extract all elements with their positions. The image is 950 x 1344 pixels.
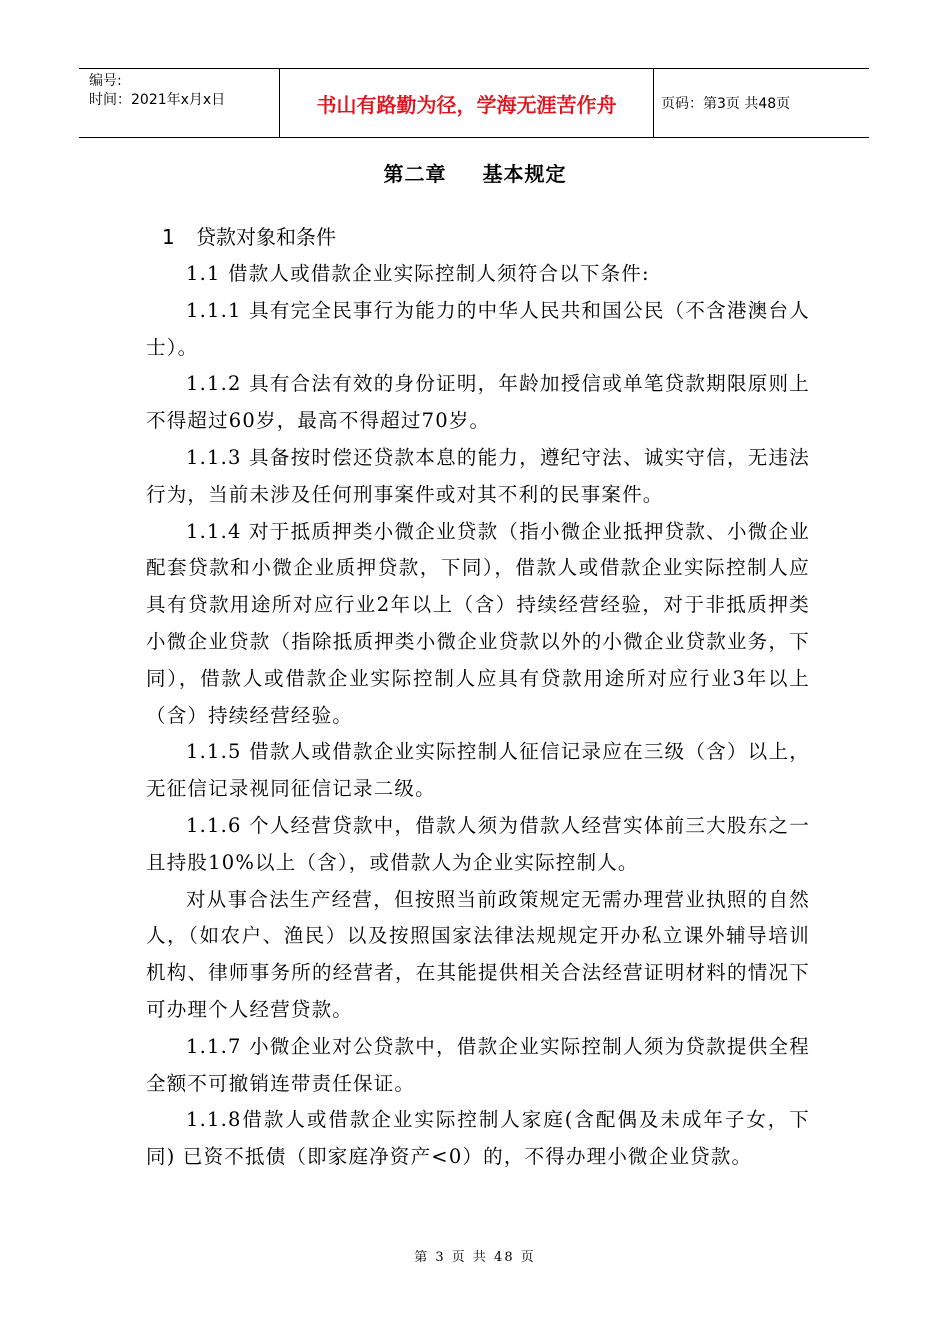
paragraph: 1.1.4 对于抵质押类小微企业贷款（指小微企业抵押贷款、小微企业配套贷款和小微企业质押贷款，下同），借款人或借款企业实际控制人应具有贷款用途所对应行业2年以上（含）持续经营经验，对于非抵质押类小微企业贷款（指除抵质押类小微企业贷款以外的小微企业贷款业务，下同），借款人或借款企业实际控制人应具有贷款用途所对应行业3年以上（含）持续经营经验。	[146, 519, 810, 727]
body-content	[146, 218, 810, 1176]
paragraph: 1.1.6 个人经营贷款中，借款人须为借款人经营实体前三大股东之一且持股10%以上（含），或借款人为企业实际控制人。	[146, 813, 810, 874]
paragraph: 1.1.7 小微企业对公贷款中，借款企业实际控制人须为贷款提供全程全额不可撤销连带责任保证。	[146, 1034, 810, 1095]
number-label: 编号:	[89, 73, 122, 89]
document-header	[79, 68, 869, 138]
paragraph: 1.1 借款人或借款企业实际控制人须符合以下条件:	[186, 262, 650, 285]
paragraph: 对从事合法生产经营，但按照当前政策规定无需办理营业执照的自然人，（如农户、渔民）以及按照国家法律法规规定开办私立课外辅导培训机构、律师事务所的经营者，在其能提供相关合法经营证明材料的情况下可办理个人经营贷款。	[146, 887, 810, 1021]
motto: 书山有路勤为径，学海无涯苦作舟	[280, 69, 654, 137]
paragraph: 1.1.1 具有完全民事行为能力的中华人民共和国公民（不含港澳台人士）。	[146, 298, 810, 359]
chapter-title	[0, 158, 950, 187]
section-number: 1	[162, 225, 175, 249]
paragraph: 1.1.3 具备按时偿还贷款本息的能力，遵纪守法、诚实守信，无违法行为，当前未涉及任何刑事案件或对其不利的民事案件。	[146, 445, 810, 506]
chapter-label: 第二章	[383, 162, 447, 186]
section-title: 贷款对象和条件	[196, 225, 336, 249]
header-left-cell	[79, 69, 280, 137]
paragraph: 1.1.8借款人或借款企业实际控制人家庭(含配偶及未成年子女，下同) 已资不抵债（即家庭净资产<0）的，不得办理小微企业贷款。	[146, 1108, 810, 1169]
section-heading	[146, 218, 810, 256]
page-info: 页码：第3页 共48页	[661, 96, 791, 112]
chapter-name: 基本规定	[482, 162, 567, 186]
paragraph: 1.1.2 具有合法有效的身份证明，年龄加授信或单笔贷款期限原则上不得超过60岁，最高不得超过70岁。	[146, 372, 810, 433]
time-label: 时间：2021年x月x日	[89, 92, 226, 108]
page-footer: 第 3 页 共 48 页	[414, 1250, 536, 1265]
paragraph: 1.1.5 借款人或借款企业实际控制人征信记录应在三级（含）以上，无征信记录视同征信记录二级。	[146, 740, 810, 801]
